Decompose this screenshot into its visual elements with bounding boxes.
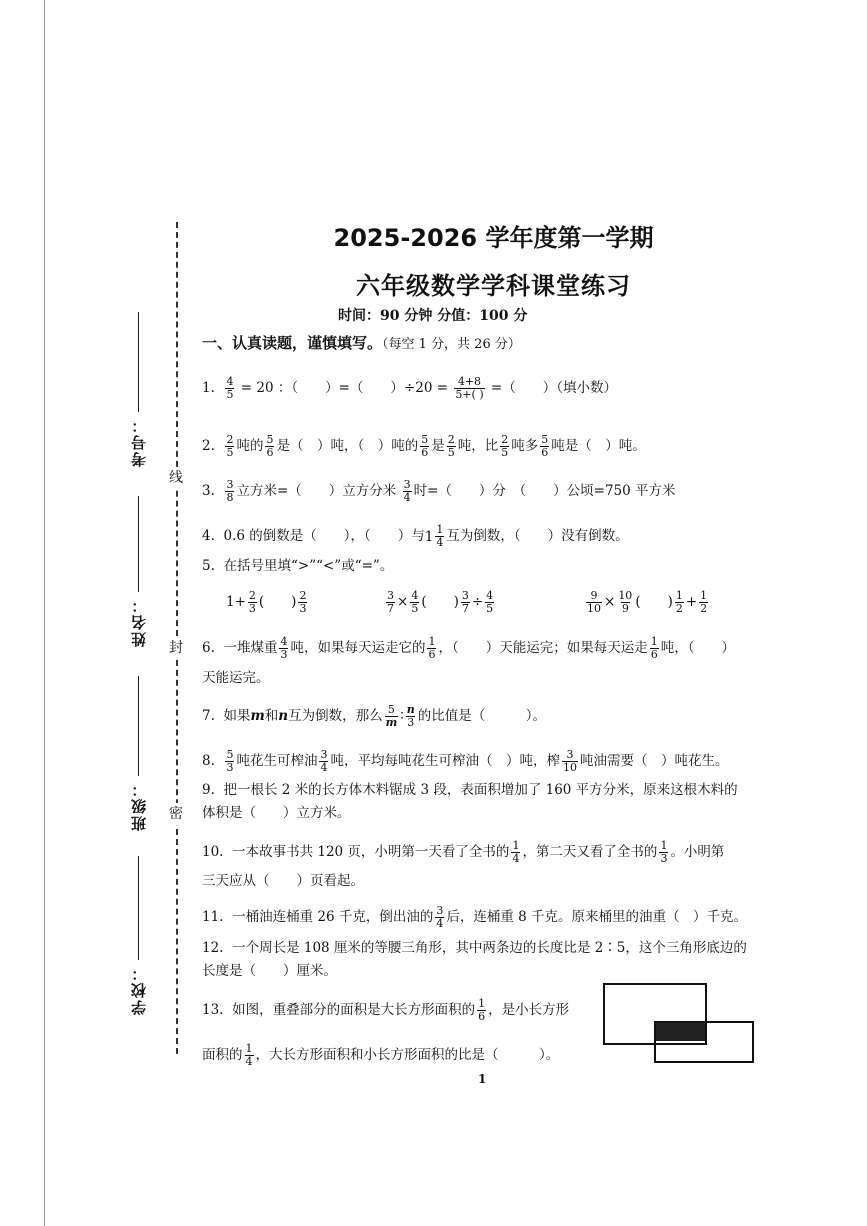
denominator: 5 xyxy=(226,446,234,459)
denominator: m xyxy=(385,716,398,729)
denominator: 10 xyxy=(562,761,577,774)
fraction xyxy=(659,840,668,865)
school-underline xyxy=(138,856,139,960)
q-text: ，（ ）天能运完；如果每天运走 xyxy=(438,640,648,656)
q-text: =（ ）（填小数） xyxy=(490,380,617,396)
question-12 xyxy=(202,938,747,958)
denominator: 5 xyxy=(411,602,419,615)
q-text: 一桶油连桶重 26 千克，倒出油的 xyxy=(232,909,434,925)
fraction xyxy=(511,840,520,865)
numerator: 10 xyxy=(618,589,633,602)
q-text: 的比值是（ ）。 xyxy=(417,708,547,724)
question-5 xyxy=(202,556,393,576)
numerator: 1 xyxy=(245,1042,253,1055)
question-8 xyxy=(202,749,728,774)
denominator: 5 xyxy=(226,388,234,401)
q-num: 10. xyxy=(202,844,224,860)
q-text: 吨花生可榨油 xyxy=(236,753,318,769)
question-7 xyxy=(202,704,546,729)
mixed-number xyxy=(425,524,447,549)
q-text: 0.6 的倒数是（ ），（ ）与 xyxy=(223,528,425,544)
denominator: 6 xyxy=(428,648,436,661)
overlap-region-figure xyxy=(656,1023,705,1041)
q-text: 吨的 xyxy=(236,438,264,454)
answer-blank[interactable]: ( ) xyxy=(635,594,673,610)
denominator: 3 xyxy=(248,602,256,615)
numerator: 1 xyxy=(478,997,486,1010)
q-text: 一本故事书共 120 页，小明第一天看了全书的 xyxy=(232,844,510,860)
q-text: 吨，如果每天运走它的 xyxy=(290,640,426,656)
fraction xyxy=(265,434,274,459)
exam-meta: 时间：90 分钟 分值：100 分 xyxy=(338,308,528,324)
numerator: 5 xyxy=(266,433,274,446)
student-name-underline xyxy=(138,496,139,592)
q-text: ，大长方形面积和小长方形面积的比是（ ）。 xyxy=(255,1047,560,1063)
numerator: 3 xyxy=(403,478,411,491)
numerator: 3 xyxy=(226,478,234,491)
question-4 xyxy=(202,524,629,549)
q-text: 如果 xyxy=(223,708,251,724)
denominator: 4 xyxy=(436,536,444,549)
q-text: 把一根长 2 米的长方体木料锯成 3 段，表面积增加了 160 平方分米，原来这根木料的 xyxy=(223,782,738,798)
fraction xyxy=(225,376,234,401)
q-text: 面积的 xyxy=(202,1047,243,1063)
question-3 xyxy=(202,479,676,504)
q-text: 一堆煤重 xyxy=(223,640,278,656)
section-1-points: （每空 1 分，共 26 分） xyxy=(382,337,521,352)
denominator: 5 xyxy=(447,446,455,459)
numerator: 4+8 xyxy=(457,375,482,388)
fraction xyxy=(406,704,416,729)
question-10 xyxy=(202,840,724,865)
q-text: 吨，平均每吨花生可榨油（ ）吨，榨 xyxy=(330,753,560,769)
q-text: ，第二天又看了全书的 xyxy=(522,844,658,860)
q-text: 吨，比 xyxy=(457,438,499,454)
denominator: 7 xyxy=(387,602,394,615)
school-field[interactable] xyxy=(128,856,149,1015)
denominator: 4 xyxy=(436,917,444,930)
q-text: 1+ xyxy=(226,594,246,610)
numerator: 5 xyxy=(226,748,234,761)
denominator: 5+( ) xyxy=(455,388,484,401)
numerator: 4 xyxy=(280,635,288,648)
fraction xyxy=(385,704,399,729)
question-1 xyxy=(202,376,617,401)
fraction xyxy=(225,479,234,504)
question-11 xyxy=(202,905,747,930)
question-9 xyxy=(202,780,738,800)
numerator: 1 xyxy=(700,589,708,602)
numerator: 3 xyxy=(566,748,574,761)
denominator: 3 xyxy=(226,761,234,774)
fraction xyxy=(485,590,494,615)
numerator: 4 xyxy=(486,589,494,602)
q-text: 吨是（ ）吨。 xyxy=(551,438,646,454)
fraction xyxy=(699,590,708,615)
whole-part: 1 xyxy=(424,528,434,545)
numerator: 5 xyxy=(387,703,395,716)
fraction xyxy=(420,434,429,459)
page-edge-line xyxy=(44,0,45,1226)
school-label: 学校： xyxy=(130,964,148,1015)
numerator: 1 xyxy=(436,523,444,536)
denominator: 10 xyxy=(587,602,601,615)
operator: × xyxy=(397,594,409,610)
denominator: 6 xyxy=(650,648,658,661)
q-text: 在括号里填“>”“<”或“=”。 xyxy=(223,558,394,574)
numerator: 1 xyxy=(660,839,668,852)
q-text: 时=（ ）分 （ ）公顷=750 平方米 xyxy=(413,483,676,499)
denominator: 5 xyxy=(486,602,494,615)
question-13 xyxy=(202,998,569,1023)
numerator: 2 xyxy=(226,433,234,446)
q-text: = 20 ：（ ）=（ ）÷20 = xyxy=(240,380,449,396)
question-12-cont: 长度是（ ）厘米。 xyxy=(202,963,337,979)
fraction xyxy=(225,434,234,459)
numerator: 1 xyxy=(428,635,436,648)
denominator: 6 xyxy=(266,446,274,459)
fraction xyxy=(410,590,419,615)
denominator: 2 xyxy=(700,602,708,615)
q-text: 吨，（ ） xyxy=(660,640,735,656)
fraction xyxy=(245,1043,254,1068)
denominator: 9 xyxy=(621,602,629,615)
fraction xyxy=(386,590,395,615)
q-num: 6. xyxy=(202,640,215,656)
numerator: 3 xyxy=(436,904,444,917)
class-underline xyxy=(138,676,139,776)
fraction xyxy=(319,749,328,774)
numerator: 4 xyxy=(411,589,419,602)
denominator: 4 xyxy=(512,852,520,865)
q-text: 立方米=（ ）立方分米 xyxy=(236,483,397,499)
denominator: 4 xyxy=(320,761,328,774)
fraction xyxy=(675,590,684,615)
denominator: 3 xyxy=(280,648,288,661)
fraction xyxy=(435,524,444,549)
compare-item-2 xyxy=(384,590,496,615)
denominator: 3 xyxy=(660,852,668,865)
question-6-cont: 天能运完。 xyxy=(202,670,270,686)
fraction xyxy=(477,998,486,1023)
q-num: 5. xyxy=(202,558,215,574)
fraction xyxy=(403,479,412,504)
exam-number-label: 考号： xyxy=(130,416,148,467)
fraction xyxy=(586,590,602,615)
fraction xyxy=(500,434,509,459)
fraction xyxy=(540,434,549,459)
q-num: 4. xyxy=(202,528,215,544)
q-num: 7. xyxy=(202,708,215,724)
question-9-cont: 体积是（ ）立方米。 xyxy=(202,805,351,821)
fraction xyxy=(454,376,484,401)
q-num: 2. xyxy=(202,438,215,454)
q-text: 。小明第 xyxy=(670,844,725,860)
fraction xyxy=(298,590,307,615)
denominator: 6 xyxy=(541,446,549,459)
variable-n: n xyxy=(278,708,289,724)
numerator: 9 xyxy=(590,589,598,602)
q-num: 11. xyxy=(202,909,224,925)
numerator: 5 xyxy=(421,433,429,446)
fraction xyxy=(617,590,633,615)
answer-blank[interactable]: ( ) xyxy=(421,594,459,610)
numerator: 2 xyxy=(299,589,307,602)
exam-subject-title: 六年级数学学科课堂练习 xyxy=(356,272,631,300)
denominator: 6 xyxy=(478,1010,486,1023)
fraction xyxy=(225,749,234,774)
seal-char-secret: 密 xyxy=(166,803,186,825)
question-2 xyxy=(202,434,646,459)
operator: + xyxy=(685,594,698,610)
fraction xyxy=(248,590,257,615)
denominator: 5 xyxy=(501,446,509,459)
q-num: 13. xyxy=(202,1002,224,1018)
numerator: 1 xyxy=(512,839,520,852)
numerator: 1 xyxy=(650,635,658,648)
q-text: 吨多 xyxy=(511,438,539,454)
numerator: 2 xyxy=(248,589,256,602)
fraction xyxy=(650,636,659,661)
numerator: 3 xyxy=(320,748,328,761)
exam-number-underline xyxy=(138,312,139,412)
q-text: 吨油需要（ ）吨花生。 xyxy=(579,753,729,769)
operator: × xyxy=(604,594,616,610)
numerator: 1 xyxy=(675,589,683,602)
section-1-heading xyxy=(202,332,521,353)
fraction xyxy=(562,749,578,774)
fraction xyxy=(435,905,444,930)
question-6 xyxy=(202,636,735,661)
denominator: 7 xyxy=(461,602,469,615)
q-text: 一个周长是 108 厘米的等腰三角形，其中两条边的长度比是 2∶5，这个三角形底边的 xyxy=(232,940,747,956)
q-text: 互为倒数，（ ）没有倒数。 xyxy=(446,528,629,544)
fraction xyxy=(279,636,288,661)
exam-number-field[interactable] xyxy=(128,312,149,467)
numerator: n xyxy=(406,703,415,716)
q-text: 和 xyxy=(264,708,279,724)
q-text: 是（ ）吨，（ ）吨的 xyxy=(276,438,419,454)
q-text: ，是小长方形 xyxy=(488,1002,570,1018)
denominator: 4 xyxy=(403,491,411,504)
operator: ÷ xyxy=(471,594,484,610)
numerator: 3 xyxy=(461,589,469,602)
class-field[interactable] xyxy=(128,676,149,831)
answer-blank[interactable]: ( ) xyxy=(258,594,297,610)
numerator: 2 xyxy=(447,433,455,446)
fraction xyxy=(461,590,470,615)
q-num: 12. xyxy=(202,940,224,956)
ratio-colon: ∶ xyxy=(400,708,404,724)
page-number: 1 xyxy=(478,1072,487,1086)
student-name-field[interactable] xyxy=(128,496,149,647)
fraction xyxy=(427,636,436,661)
denominator: 8 xyxy=(226,491,234,504)
numerator: 3 xyxy=(387,589,394,602)
numerator: 2 xyxy=(501,433,509,446)
q-text: 后，连桶重 8 千克。原来桶里的油重（ ）千克。 xyxy=(446,909,748,925)
numerator: 4 xyxy=(226,375,234,388)
denominator: 3 xyxy=(299,602,307,615)
variable-m: m xyxy=(250,708,265,724)
denominator: 3 xyxy=(407,716,415,729)
q-num: 3. xyxy=(202,483,215,499)
section-1-title: 一、认真读题，谨慎填写。 xyxy=(202,334,383,352)
q-text: 如图，重叠部分的面积是大长方形面积的 xyxy=(232,1002,476,1018)
fraction xyxy=(447,434,456,459)
student-name-label: 姓名： xyxy=(130,596,148,647)
exam-term-title: 2025-2026 学年度第一学期 xyxy=(333,224,654,252)
seal-char-line: 线 xyxy=(166,467,186,489)
q-num: 9. xyxy=(202,782,215,798)
denominator: 6 xyxy=(421,446,429,459)
q-text: 是 xyxy=(431,438,445,454)
question-13-cont xyxy=(202,1043,559,1068)
denominator: 2 xyxy=(675,602,683,615)
numerator: 5 xyxy=(541,433,549,446)
q-num: 8. xyxy=(202,753,215,769)
compare-item-3 xyxy=(584,590,710,615)
denominator: 4 xyxy=(245,1055,253,1068)
class-label: 班级： xyxy=(130,780,148,831)
q-num: 1. xyxy=(202,380,215,396)
compare-item-1 xyxy=(226,590,309,615)
q-text: 互为倒数，那么 xyxy=(288,708,383,724)
seal-char-seal: 封 xyxy=(166,637,186,659)
question-10-cont: 三天应从（ ）页看起。 xyxy=(202,873,364,889)
